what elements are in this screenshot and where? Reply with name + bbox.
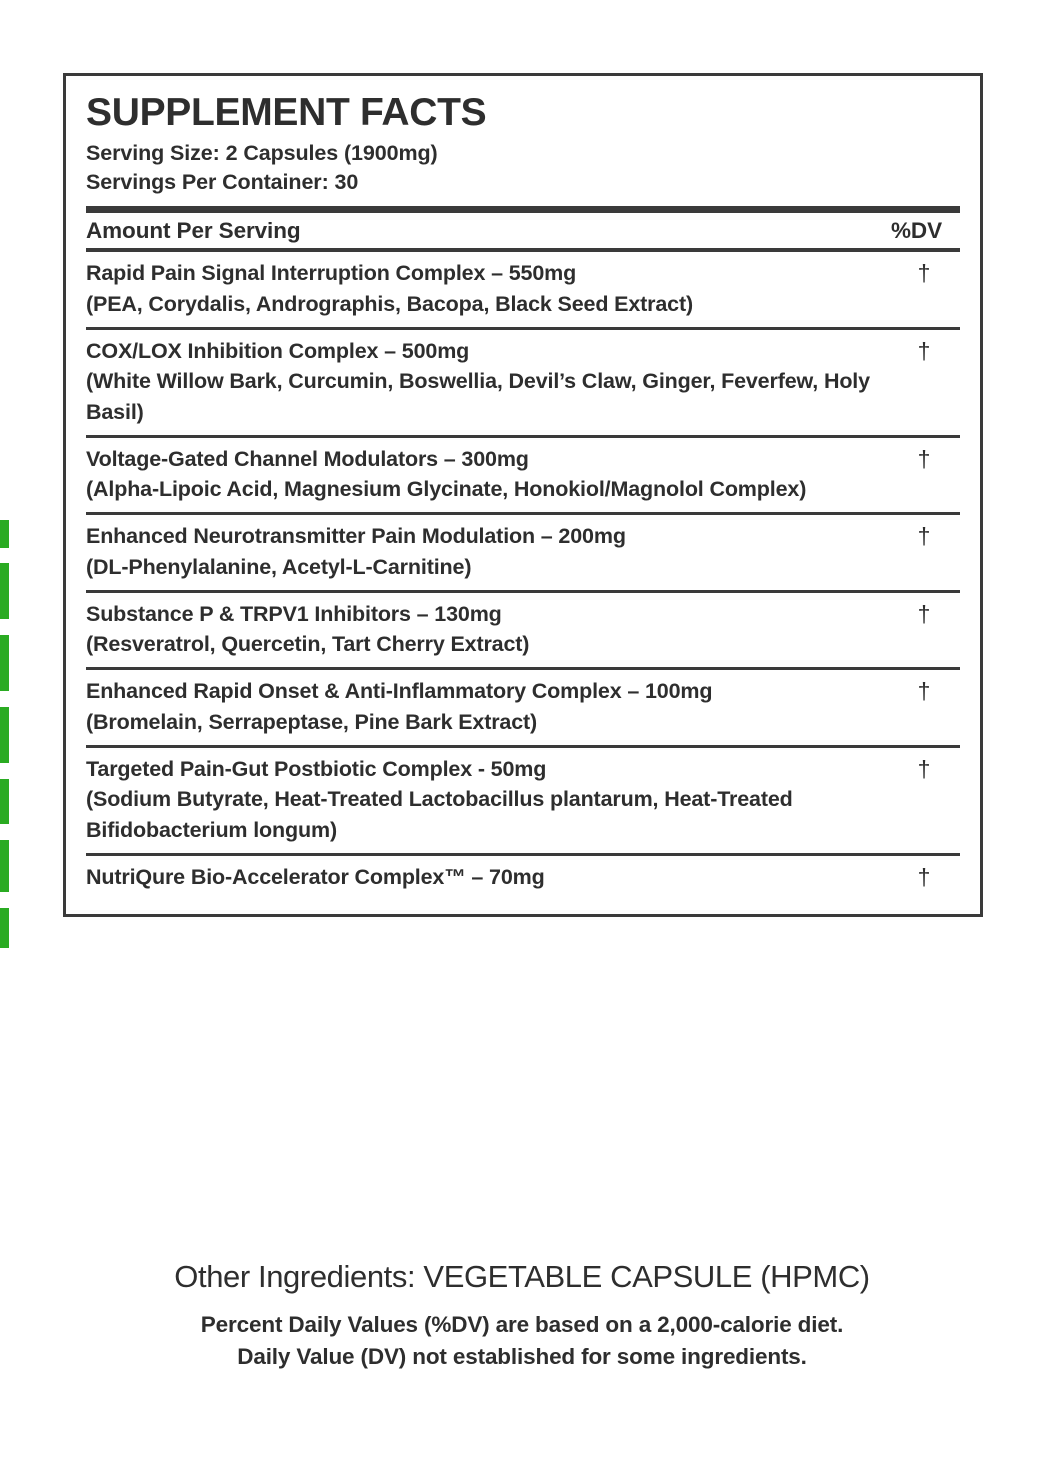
daily-value-cell: †	[917, 260, 931, 287]
table-row	[86, 748, 960, 853]
ingredient-name: Targeted Pain-Gut Postbiotic Complex - 50mg	[86, 756, 547, 781]
edge-accent-mark	[0, 908, 9, 948]
divider-thick	[86, 206, 960, 213]
amount-per-serving-header: Amount Per Serving	[86, 218, 301, 244]
edge-accent-mark	[0, 635, 9, 691]
ingredient-text-block	[86, 258, 898, 319]
ingredient-text-block	[86, 754, 898, 846]
ingredient-text-block	[86, 862, 898, 893]
ingredient-sub-list: (PEA, Corydalis, Andrographis, Bacopa, Black Seed Extract)	[86, 291, 694, 316]
edge-accent-mark	[0, 779, 9, 824]
edge-accent-mark	[0, 520, 9, 548]
serving-size-text: Serving Size: 2 Capsules (1900mg)	[86, 141, 438, 166]
ingredient-sub-list: (Alpha-Lipoic Acid, Magnesium Glycinate, Honokiol/Magnolol Complex)	[86, 477, 807, 502]
table-row	[86, 438, 960, 512]
table-row	[86, 593, 960, 667]
ingredient-name: Voltage-Gated Channel Modulators – 300mg	[86, 446, 529, 471]
table-row	[86, 670, 960, 744]
daily-value-cell: †	[917, 678, 931, 705]
daily-value-cell: †	[917, 337, 931, 364]
daily-value-cell: †	[917, 523, 931, 550]
edge-accent-mark	[0, 563, 9, 619]
ingredient-sub-list: (Resveratrol, Quercetin, Tart Cherry Extract)	[86, 632, 530, 657]
daily-value-cell: †	[917, 755, 931, 782]
dv-column-header: %DV	[891, 218, 942, 244]
ingredient-name: Enhanced Rapid Onset & Anti-Inflammatory Complex – 100mg	[86, 679, 713, 704]
edge-accent-mark	[0, 707, 9, 763]
edge-accent-mark	[0, 840, 9, 892]
daily-value-cell: †	[917, 863, 931, 890]
ingredient-sub-list: (DL-Phenylalanine, Acetyl-L-Carnitine)	[86, 554, 472, 579]
ingredient-text-block	[86, 521, 898, 582]
daily-value-cell: †	[917, 445, 931, 472]
ingredient-name: Rapid Pain Signal Interruption Complex – 550mg	[86, 261, 577, 286]
ingredient-sub-list: (White Willow Bark, Curcumin, Boswellia, Devil’s Claw, Ginger, Feverfew, Holy Basil)	[86, 369, 870, 425]
table-row	[86, 515, 960, 589]
ingredient-name: Substance P & TRPV1 Inhibitors – 130mg	[86, 601, 502, 626]
footer	[0, 1258, 1044, 1373]
ingredient-sub-list: (Sodium Butyrate, Heat-Treated Lactobacillus plantarum, Heat-Treated Bifidobacterium longum)	[86, 787, 793, 843]
ingredient-name: NutriQure Bio-Accelerator Complex™ – 70mg	[86, 864, 545, 889]
table-row	[86, 330, 960, 435]
other-ingredients-text: Other Ingredients: VEGETABLE CAPSULE (HPMC)	[174, 1259, 870, 1294]
ingredient-text-block	[86, 444, 898, 505]
daily-value-note-line2: Daily Value (DV) not established for some ingredients.	[237, 1344, 807, 1370]
supplement-facts-panel	[63, 73, 983, 917]
ingredient-name: Enhanced Neurotransmitter Pain Modulation – 200mg	[86, 524, 626, 549]
ingredient-rows	[86, 252, 960, 900]
daily-value-note-line1: Percent Daily Values (%DV) are based on a 2,000-calorie diet.	[200, 1312, 844, 1338]
ingredient-text-block	[86, 676, 898, 737]
page-title: SUPPLEMENT FACTS	[86, 91, 487, 134]
table-row	[86, 252, 960, 326]
ingredient-name: COX/LOX Inhibition Complex – 500mg	[86, 338, 470, 363]
daily-value-cell: †	[917, 600, 931, 627]
table-row	[86, 856, 960, 900]
ingredient-text-block	[86, 336, 898, 428]
edge-accent-marks	[0, 0, 12, 1466]
ingredient-text-block	[86, 599, 898, 660]
ingredient-sub-list: (Bromelain, Serrapeptase, Pine Bark Extract)	[86, 709, 538, 734]
table-header-row	[86, 213, 960, 248]
servings-per-container-text: Servings Per Container: 30	[86, 169, 359, 194]
